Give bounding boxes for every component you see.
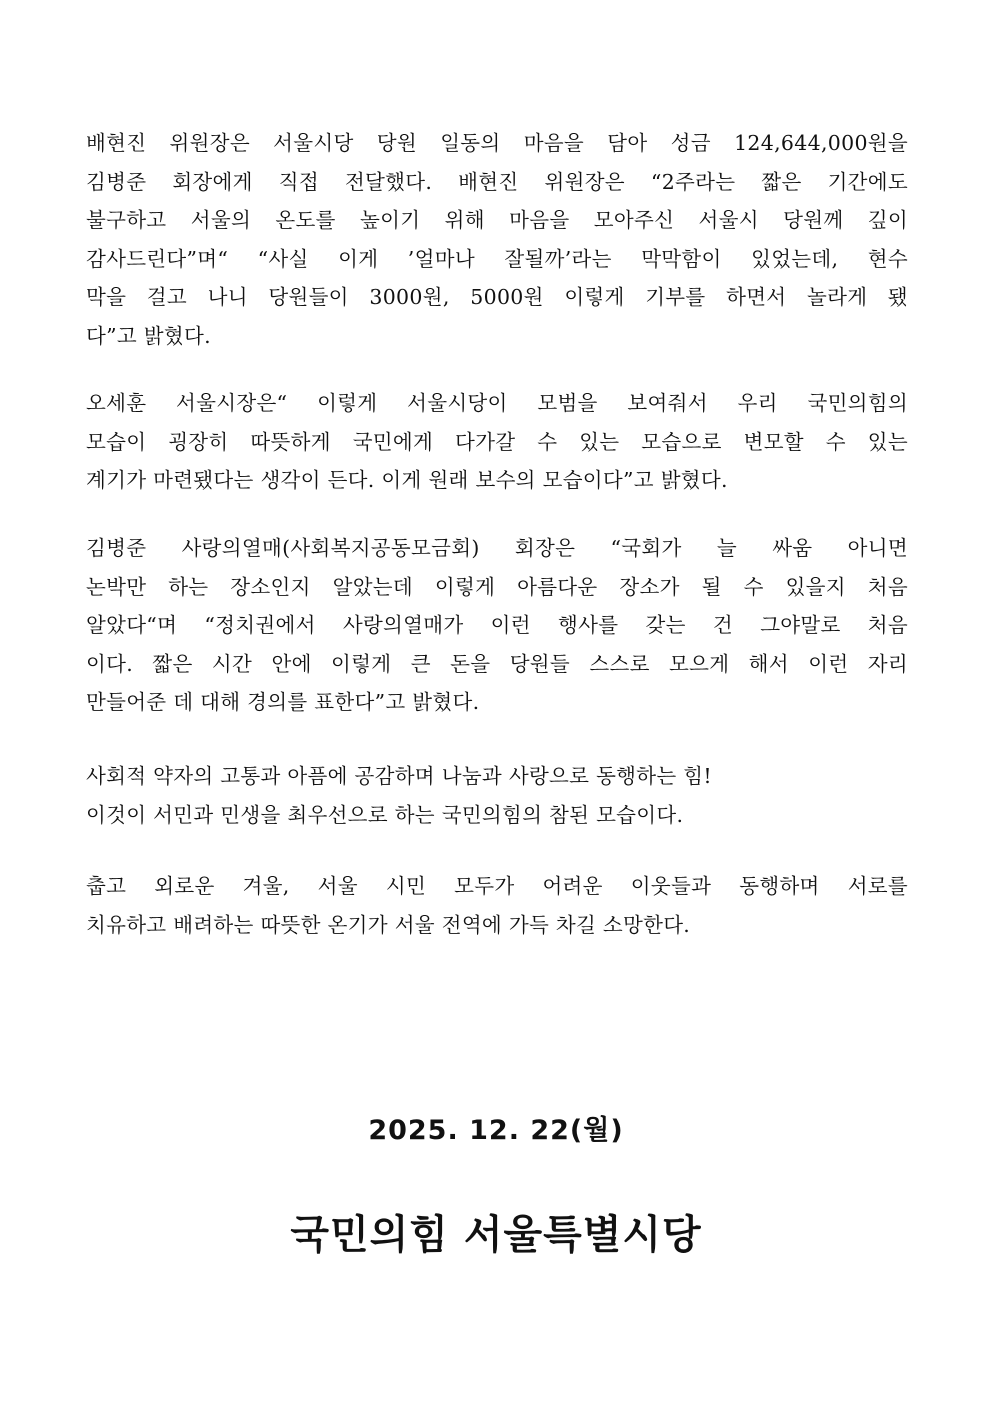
paragraph-line: 만들어준 데 대해 경의를 표한다”고 밝혔다. [86, 690, 480, 714]
paragraph-donation [86, 124, 908, 355]
paragraph-mayor-quote [86, 384, 908, 500]
paragraph-line: 다”고 밝혔다. [86, 323, 211, 348]
paragraph-line: 이것이 서민과 민생을 최우선으로 하는 국민의힘의 참된 모습이다. [86, 802, 684, 827]
paragraph-chairman-quote [86, 529, 908, 722]
paragraph-line: 알았다“며 “정치권에서 사랑의열매가 이런 행사를 갖는 건 그야말로 처음 [86, 613, 908, 637]
paragraph-line: 춥고 외로운 겨울, 서울 시민 모두가 어려운 이웃들과 동행하며 서로를 [86, 874, 908, 898]
paragraph-closing [86, 867, 908, 944]
release-date: 2025. 12. 22(월) [368, 1115, 624, 1146]
paragraph-line: 치유하고 배려하는 따뜻한 온기가 서울 전역에 가득 차길 소망한다. [86, 912, 691, 937]
paragraph-line: 사회적 약자의 고통과 아픔에 공감하며 나눔과 사랑으로 동행하는 힘! [86, 764, 712, 788]
paragraph-line: 이다. 짧은 시간 안에 이렇게 큰 돈을 당원들 스스로 모으게 해서 이런 자리 [86, 651, 908, 676]
paragraph-statement [86, 757, 908, 834]
paragraph-line: 계기가 마련됐다는 생각이 든다. 이게 원래 보수의 모습이다”고 밝혔다. [86, 468, 728, 492]
organization-name: 국민의힘 서울특별시당 [290, 1212, 702, 1258]
paragraph-line: 오세훈 서울시장은“ 이렇게 서울시당이 모범을 보여줘서 우리 국민의힘의 [86, 391, 908, 415]
paragraph-line: 모습이 굉장히 따뜻하게 국민에게 다가갈 수 있는 모습으로 변모할 수 있는 [86, 429, 908, 454]
paragraph-line: 배현진 위원장은 서울시당 당원 일동의 마음을 담아 성금 124,644,000원을 [86, 131, 908, 155]
paragraph-line: 불구하고 서울의 온도를 높이기 위해 마음을 모아주신 서울시 당원께 깊이 [86, 208, 908, 232]
paragraph-line: 감사드린다”며“ “사실 이게 ’얼마나 잘될까’라는 막막함이 있었는데, 현수 [86, 246, 908, 271]
paragraph-line: 논박만 하는 장소인지 알았는데 이렇게 아름다운 장소가 될 수 있을지 처음 [86, 574, 908, 599]
paragraph-line: 김병준 회장에게 직접 전달했다. 배현진 위원장은 “2주라는 짧은 기간에도 [86, 169, 908, 194]
paragraph-line: 막을 걸고 나니 당원들이 3000원, 5000원 이렇게 기부를 하면서 놀라게 됐 [86, 285, 908, 309]
paragraph-line: 김병준 사랑의열매(사회복지공동모금회) 회장은 “국회가 늘 싸움 아니면 [86, 536, 908, 560]
